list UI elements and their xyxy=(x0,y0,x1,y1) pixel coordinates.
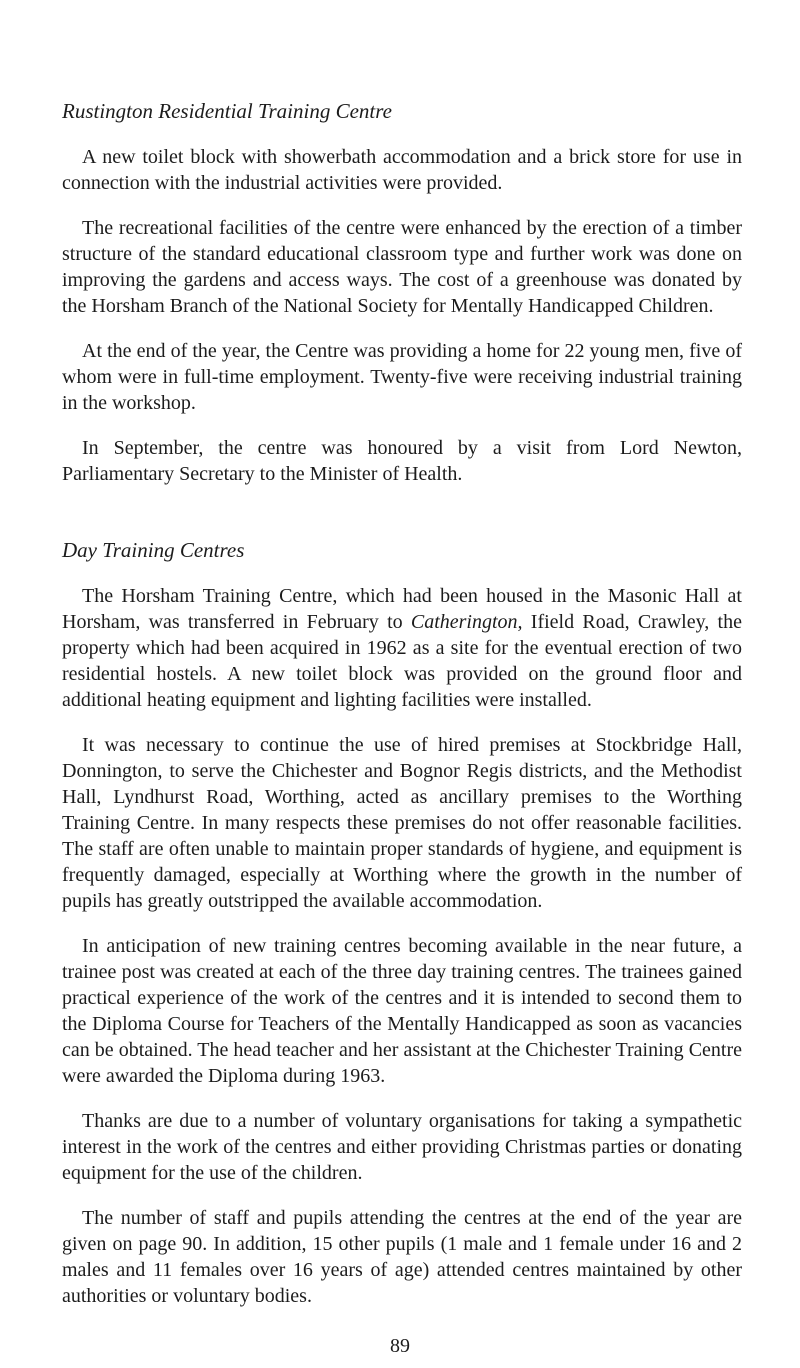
document-page xyxy=(62,98,742,1328)
paragraph: A new toilet block with showerbath accommodation and a brick store for use in connection with the industrial activities were provided. xyxy=(62,146,742,194)
paragraph: In September, the centre was honoured by a visit from Lord Newton, Parliamentary Secretary to the Minister of Health. xyxy=(62,437,742,485)
paragraph-italic-text: Catherington, xyxy=(410,611,523,633)
paragraph-text: The Horsham Training Centre, which had been housed in the Masonic Hall at Horsham, was transferred in February to xyxy=(62,585,742,633)
paragraph: The number of staff and pupils attending the centres at the end of the year are given on page 90. In addition, 15 other pupils (1 male and 1 female under 16 and 2 males and 11 females over 16 years of age) attended centres maintained by other authorities or voluntary bodies. xyxy=(62,1207,742,1307)
paragraph: Thanks are due to a number of voluntary organisations for taking a sympathetic interest in the work of the centres and either providing Christmas parties or donating equipment for the use of the children. xyxy=(62,1110,742,1184)
section-heading-rustington: Rustington Residential Training Centre xyxy=(62,99,392,123)
paragraph: The recreational facilities of the centre were enhanced by the erection of a timber structure of the standard educational classroom type and further work was done on improving the gardens and access ways. The cost of a greenhouse was donated by the Horsham Branch of the National Society for Mentally Handicapped Children. xyxy=(62,217,742,317)
section-heading-day-training: Day Training Centres xyxy=(62,538,245,562)
paragraph: In anticipation of new training centres becoming available in the near future, a trainee post was created at each of the three day training centres. The trainees gained practical experience of the work of the centres and it is intended to second them to the Diploma Course for Teachers of the Mentally Handicapped as soon as vacancies can be obtained. The head teacher and her assistant at the Chichester Training Centre were awarded the Diploma during 1963. xyxy=(62,935,742,1087)
paragraph: It was necessary to continue the use of hired premises at Stockbridge Hall, Donnington, to serve the Chichester and Bognor Regis districts, and the Methodist Hall, Lyndhurst Road, Worthing, acted as ancillary premises to the Worthing Training Centre. In many respects these premises do not offer reasonable facilities. The staff are often unable to maintain proper standards of hygiene, and equipment is frequently damaged, especially at Worthing where the growth in the number of pupils has greatly outstripped the available accommodation. xyxy=(62,734,742,912)
paragraph xyxy=(62,583,742,713)
paragraph-text: Ifield Road, Crawley, the property which had been acquired in 1962 as a site for the eventual erection of two residential hostels. A new toilet block was provided on the ground floor and additional heating equipment and lighting facilities were installed. xyxy=(62,611,742,711)
page-number: 89 xyxy=(390,1335,410,1357)
paragraph: At the end of the year, the Centre was providing a home for 22 young men, five of whom were in full-time employment. Twenty-five were receiving industrial training in the workshop. xyxy=(62,340,742,414)
